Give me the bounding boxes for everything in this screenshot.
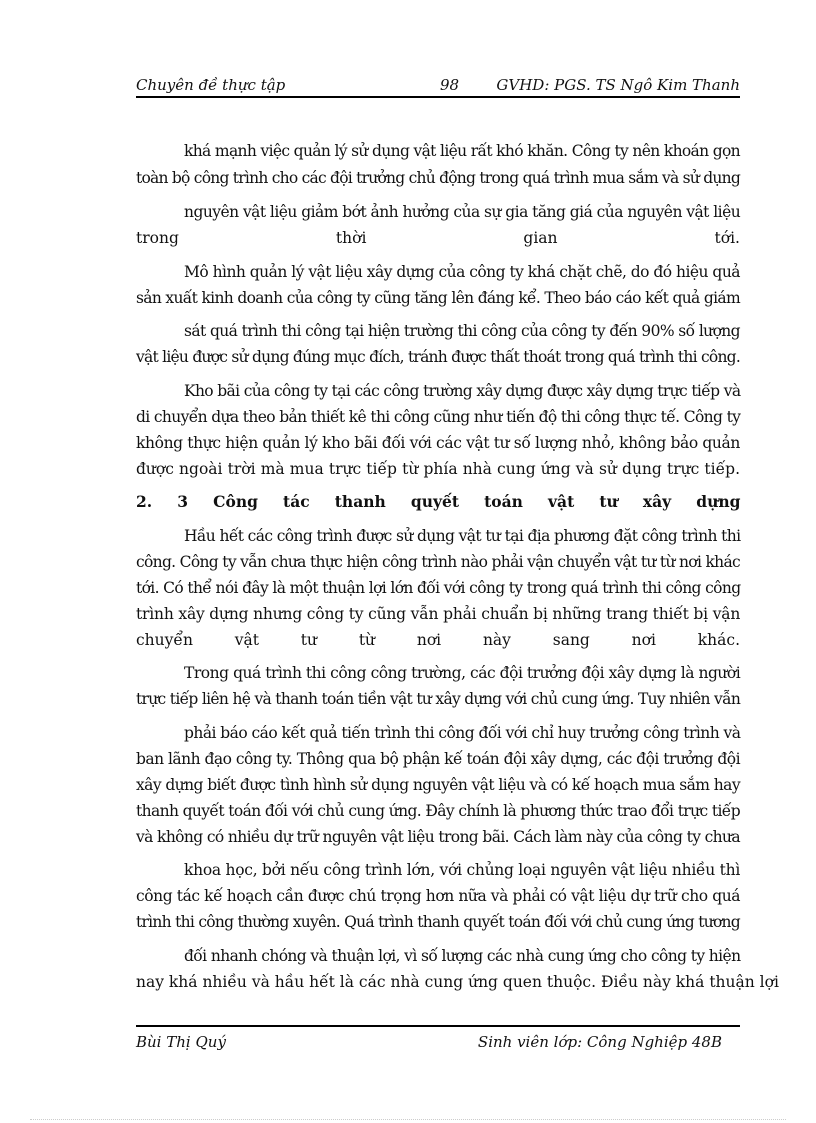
page-header [136,74,740,98]
text-line: công. Công ty vẫn chưa thực hiện công trình nào phải vận chuyển vật tư từ nơi khác [136,553,741,571]
text-line: Hầu hết các công trình được sử dụng vật tư tại địa phương đặt công trình thi [184,527,741,545]
text-line: được ngoài trời mà mua trực tiếp từ phía nhà cung ứng và sử dụng trực tiếp. [136,460,740,478]
header-title: Chuyên đề thực tập [136,76,286,94]
text-line: đối nhanh chóng và thuận lợi, vì số lượng các nhà cung ứng cho công ty hiện [184,947,741,965]
text-line: và không có nhiều dự trữ nguyên vật liệu trong bãi. Cách làm này của công ty chưa [136,828,740,846]
footer-author: Bùi Thị Quý [136,1033,226,1051]
text-line: Mô hình quản lý vật liệu xây dựng của công ty khá chặt chẽ, do đó hiệu quả [184,263,740,281]
text-line: tới. Có thể nói đây là một thuận lợi lớn đối với công ty trong quá trình thi công công [136,579,741,597]
text-line: trình thi công thường xuyên. Quá trình thanh quyết toán đối với chủ cung ứng tương [136,913,740,931]
page-edge-divider [30,1119,786,1120]
text-line: khoa học, bởi nếu công trình lớn, với chủng loại nguyên vật liệu nhiều thì [184,861,741,879]
text-line: vật liệu được sử dụng đúng mục đích, tránh được thất thoát trong quá trình thi công. [136,348,740,366]
text-line: trực tiếp liên hệ và thanh toán tiền vật tư xây dựng với chủ cung ứng. Tuy nhiên vẫn [136,690,741,708]
text-line: nguyên vật liệu giảm bớt ảnh hưởng của sự gia tăng giá của nguyên vật liệu [184,203,741,221]
text-line: phải báo cáo kết quả tiến trình thi công đối với chỉ huy trưởng công trình và [184,724,741,742]
text-line: trình xây dựng nhưng công ty cũng vẫn phải chuẩn bị những trang thiết bị vận [136,605,741,623]
header-advisor: GVHD: PGS. TS Ngô Kim Thanh [496,76,740,94]
text-line: khá mạnh việc quản lý sử dụng vật liệu rất khó khăn. Công ty nên khoán gọn [184,142,740,160]
text-line: xây dựng biết được tình hình sử dụng nguyên vật liệu và có kế hoạch mua sắm hay [136,776,740,794]
footer-class: Sinh viên lớp: Công Nghiệp 48B [477,1033,722,1051]
text-line: ban lãnh đạo công ty. Thông qua bộ phận kế toán đội xây dựng, các đội trưởng đội [136,750,740,768]
text-line: nay khá nhiều và hầu hết là các nhà cung ứng quen thuộc. Điều này khá thuận lợi [136,973,779,991]
text-line: sát quá trình thi công tại hiện trường thi công của công ty đến 90% số lượng [184,322,740,340]
text-line: trong thời gian tới. [136,229,740,247]
text-line: sản xuất kinh doanh của công ty cũng tăng lên đáng kể. Theo báo cáo kết quả giám [136,289,740,307]
text-line: Trong quá trình thi công công trường, các đội trưởng đội xây dựng là người [184,664,741,682]
text-line: thanh quyết toán đối với chủ cung ứng. Đây chính là phương thức trao đổi trực tiếp [136,802,740,820]
text-line: công tác kế hoạch cần được chú trọng hơn nữa và phải có vật liệu dự trữ cho quá [136,887,741,905]
section-heading: 2. 3 Công tác thanh quyết toán vật tư xây dựng [136,492,741,511]
text-line: chuyển vật tư từ nơi này sang nơi khác. [136,631,740,649]
page-footer [136,1025,740,1053]
text-line: không thực hiện quản lý kho bãi đối với các vật tư số lượng nhỏ, không bảo quản [136,434,740,452]
text-line: di chuyển dựa theo bản thiết kê thi công cũng như tiến độ thi công thực tế. Công ty [136,408,741,426]
text-line: toàn bộ công trình cho các đội trưởng chủ động trong quá trình mua sắm và sử dụng [136,169,740,187]
page-number: 98 [440,76,460,94]
text-line: Kho bãi của công ty tại các công trường xây dựng được xây dựng trực tiếp và [184,382,741,400]
